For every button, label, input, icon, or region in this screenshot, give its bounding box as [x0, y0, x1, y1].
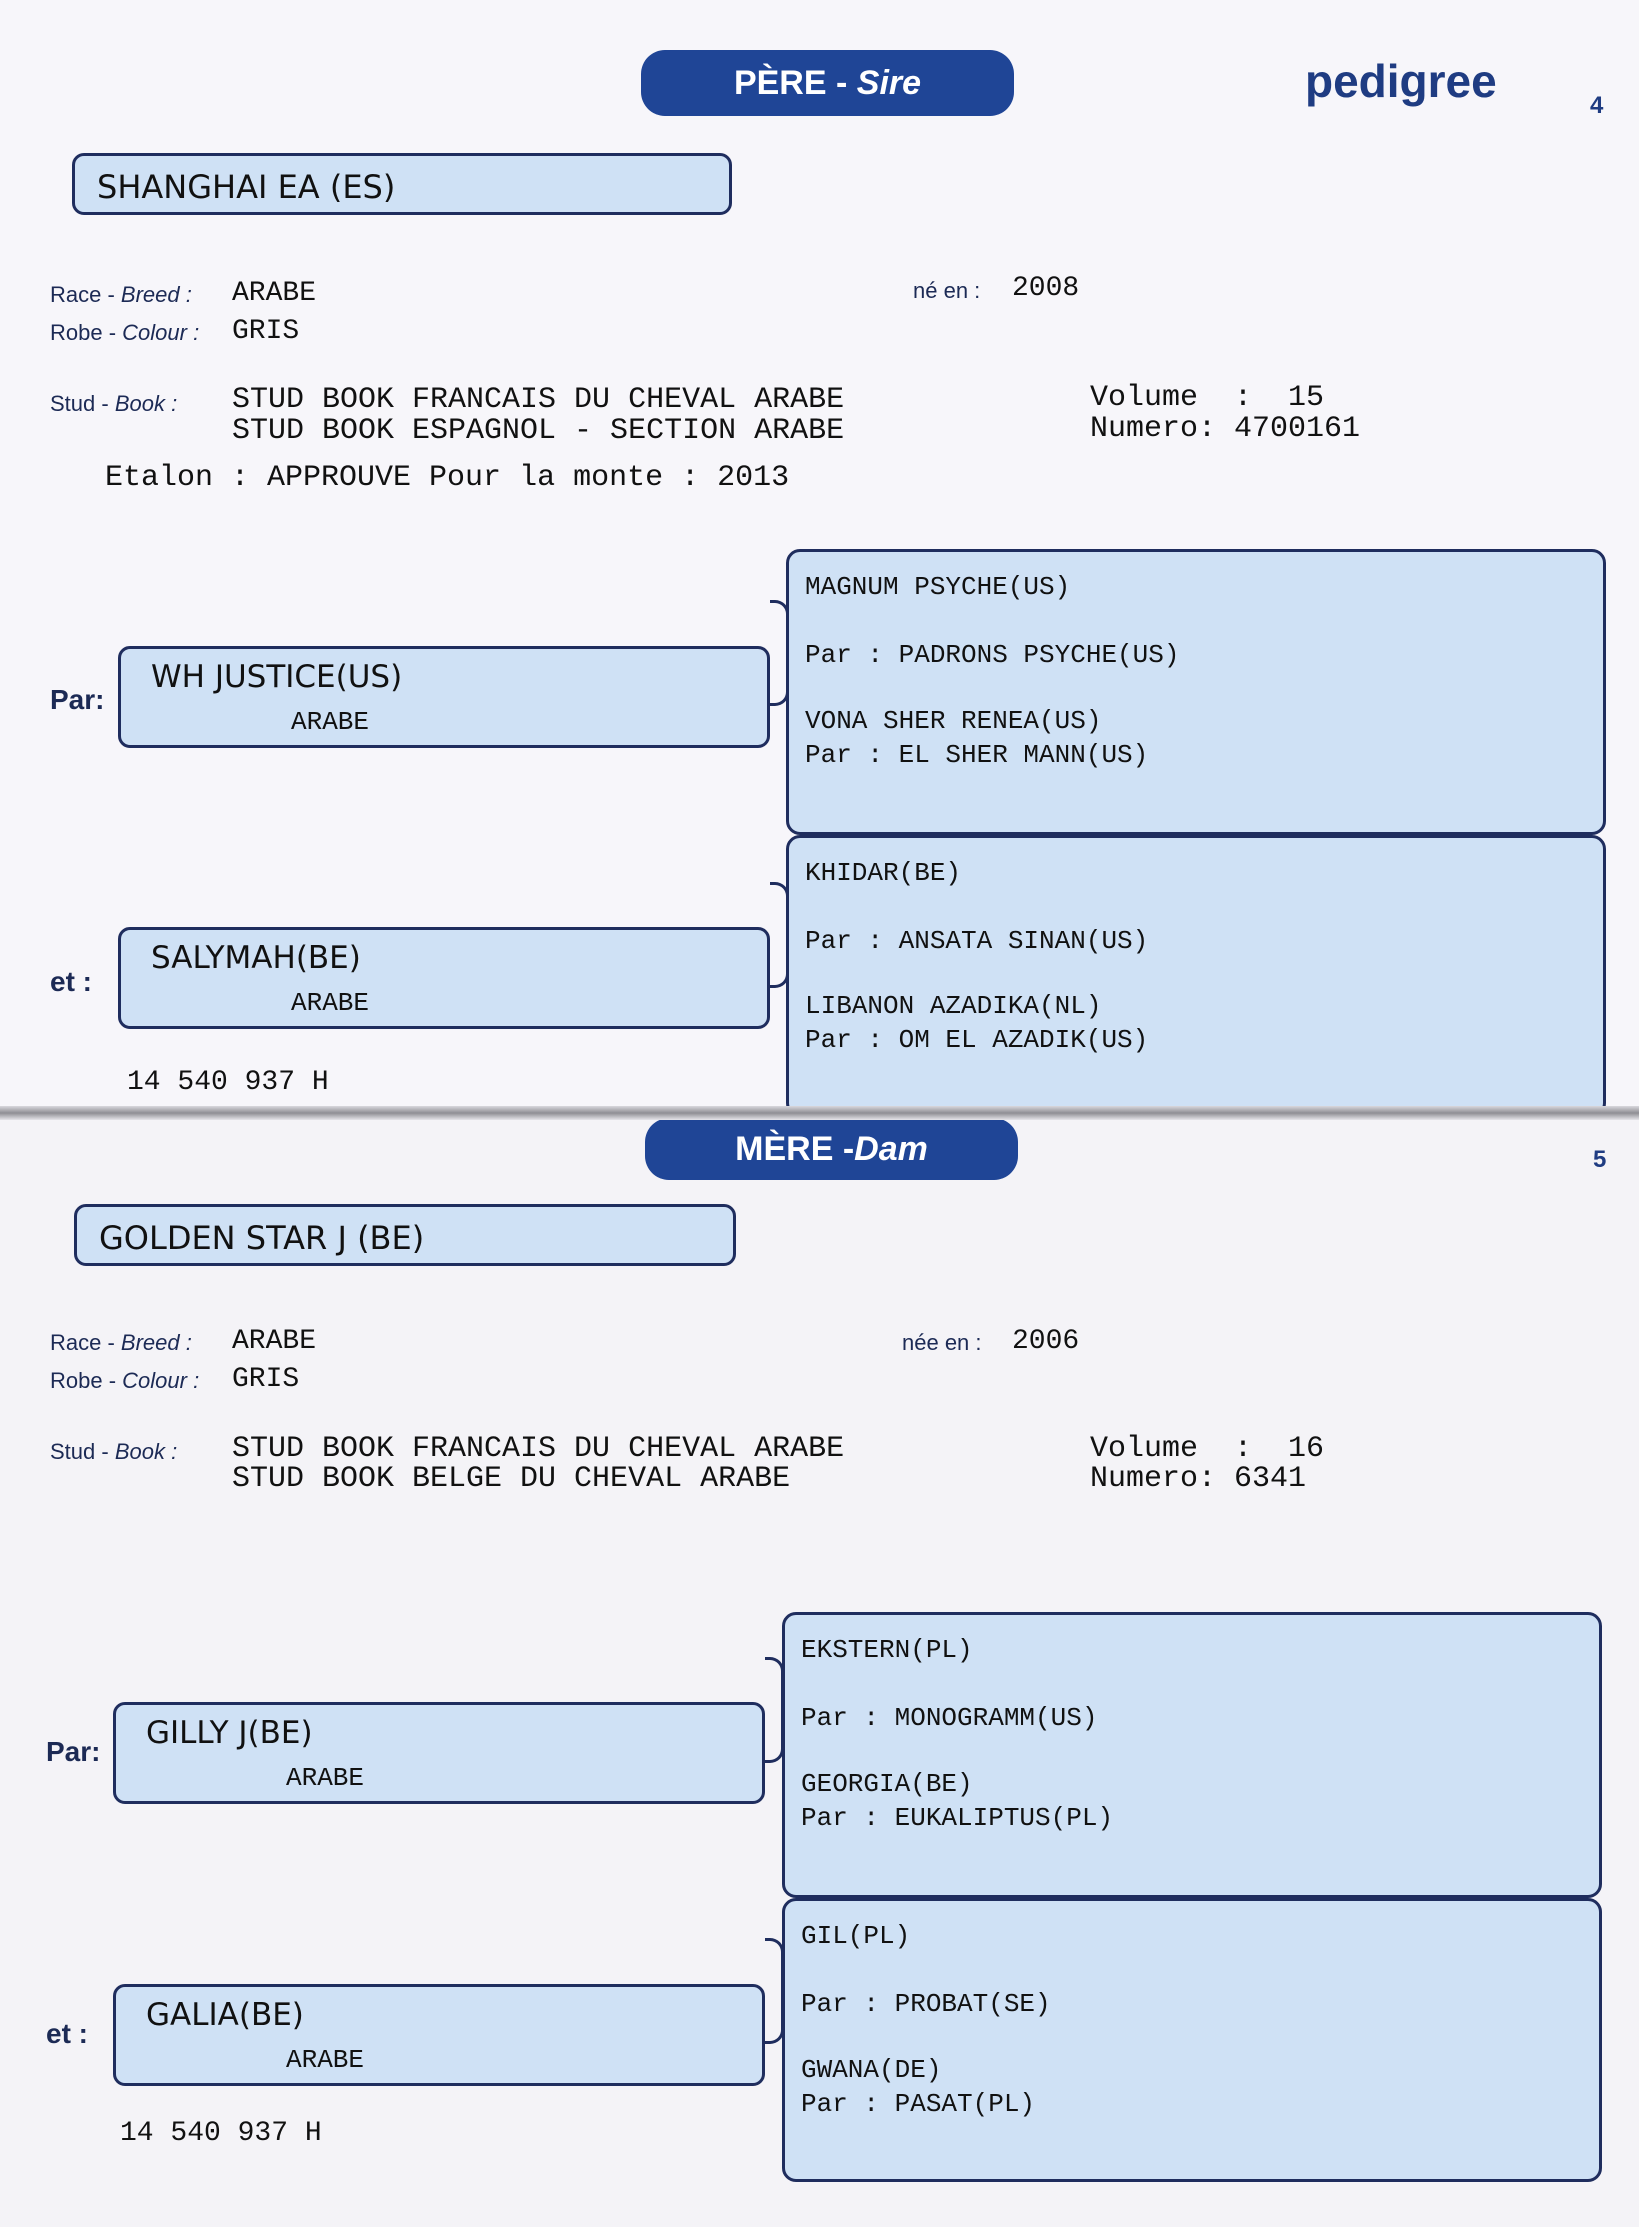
granddam-name: GEORGIA(BE)	[801, 1769, 973, 1799]
sire-banner-main: PÈRE -	[733, 64, 857, 102]
grandsire-name: KHIDAR(BE)	[805, 858, 962, 888]
sire-banner	[641, 50, 1014, 116]
robe-value: GRIS	[232, 316, 300, 347]
robe-label: Robe - Colour :	[50, 1368, 200, 1393]
grandsire-name: EKSTERN(PL)	[801, 1635, 973, 1665]
granddam-name: LIBANON AZADIKA(NL)	[805, 991, 1102, 1021]
stud-label: Stud - Book :	[50, 1439, 178, 1464]
born-label: né en :	[913, 278, 981, 303]
granddam-par: Par : OM EL AZADIK(US)	[805, 1025, 1149, 1055]
father-box	[118, 646, 770, 748]
page-number: 4	[1590, 92, 1604, 119]
race-value: ARABE	[232, 1326, 317, 1357]
father-name: GILLY J(BE)	[146, 1715, 313, 1751]
mother-breed: ARABE	[286, 2045, 365, 2075]
horse-name-box: GOLDEN STAR J (BE)	[74, 1204, 736, 1266]
granddam-par: Par : PASAT(PL)	[801, 2089, 1036, 2119]
paternal-grandparents-box	[782, 1612, 1602, 1898]
maternal-grandparents-box	[782, 1898, 1602, 2182]
volume: Volume : 16	[1090, 1432, 1325, 1466]
father-box	[113, 1702, 765, 1804]
dam-banner	[645, 1118, 1018, 1180]
dam-banner-sub: Dam	[854, 1130, 928, 1168]
father-breed: ARABE	[286, 1763, 365, 1793]
mother-box	[118, 927, 770, 1029]
father-name: WH JUSTICE(US)	[151, 659, 403, 695]
stud-line-1: STUD BOOK FRANCAIS DU CHEVAL ARABE	[232, 383, 845, 417]
grandsire-par: Par : PROBAT(SE)	[801, 1989, 1051, 2019]
volume: Volume : 15	[1090, 381, 1325, 415]
granddam-name: GWANA(DE)	[801, 2055, 942, 2085]
race-label: Race - Breed :	[50, 282, 192, 307]
granddam-par: Par : EL SHER MANN(US)	[805, 740, 1149, 770]
pedigree-heading: pedigree	[1305, 55, 1497, 107]
horse-name-box: SHANGHAI EA (ES)	[72, 153, 732, 215]
maternal-grandparents-box	[786, 835, 1606, 1117]
race-label: Race - Breed :	[50, 1330, 192, 1355]
granddam-name: VONA SHER RENEA(US)	[805, 706, 1102, 736]
grandsire-name: MAGNUM PSYCHE(US)	[805, 572, 1071, 602]
mother-name: SALYMAH(BE)	[151, 940, 361, 976]
grandsire-par: Par : PADRONS PSYCHE(US)	[805, 640, 1180, 670]
dam-page	[0, 1112, 1639, 2227]
stud-line-2: STUD BOOK ESPAGNOL - SECTION ARABE	[232, 414, 845, 448]
sire-banner-sub: Sire	[856, 64, 922, 102]
mother-breed: ARABE	[291, 988, 370, 1018]
paternal-grandparents-box	[786, 549, 1606, 835]
par-label: Par:	[46, 1736, 101, 1767]
page-number: 5	[1593, 1146, 1607, 1173]
born-value: 2008	[1012, 273, 1080, 304]
par-label: Par:	[50, 684, 105, 715]
race-value: ARABE	[232, 278, 317, 309]
registration-number: 14 540 937 H	[120, 2118, 322, 2149]
etalon-approval: Etalon : APPROUVE Pour la monte : 2013	[105, 461, 790, 495]
grandsire-name: GIL(PL)	[801, 1921, 911, 1951]
et-label: et :	[50, 966, 92, 997]
stud-line-2: STUD BOOK BELGE DU CHEVAL ARABE	[232, 1462, 791, 1496]
granddam-par: Par : EUKALIPTUS(PL)	[801, 1803, 1114, 1833]
et-label: et :	[46, 2018, 88, 2049]
dam-banner-main: MÈRE -	[735, 1130, 855, 1168]
mother-name: GALIA(BE)	[146, 1997, 304, 2033]
mother-box	[113, 1984, 765, 2086]
born-value: 2006	[1012, 1326, 1080, 1357]
registration-number: 14 540 937 H	[127, 1067, 329, 1098]
robe-label: Robe - Colour :	[50, 320, 200, 345]
stud-line-1: STUD BOOK FRANCAIS DU CHEVAL ARABE	[232, 1432, 845, 1466]
father-breed: ARABE	[291, 707, 370, 737]
page-fold	[0, 1106, 1639, 1120]
born-label: née en :	[902, 1330, 982, 1355]
robe-value: GRIS	[232, 1364, 300, 1395]
numero: Numero: 6341	[1090, 1462, 1307, 1496]
stud-label: Stud - Book :	[50, 391, 178, 416]
grandsire-par: Par : ANSATA SINAN(US)	[805, 926, 1149, 956]
numero: Numero: 4700161	[1090, 412, 1361, 446]
grandsire-par: Par : MONOGRAMM(US)	[801, 1703, 1098, 1733]
sire-page	[0, 0, 1639, 1112]
